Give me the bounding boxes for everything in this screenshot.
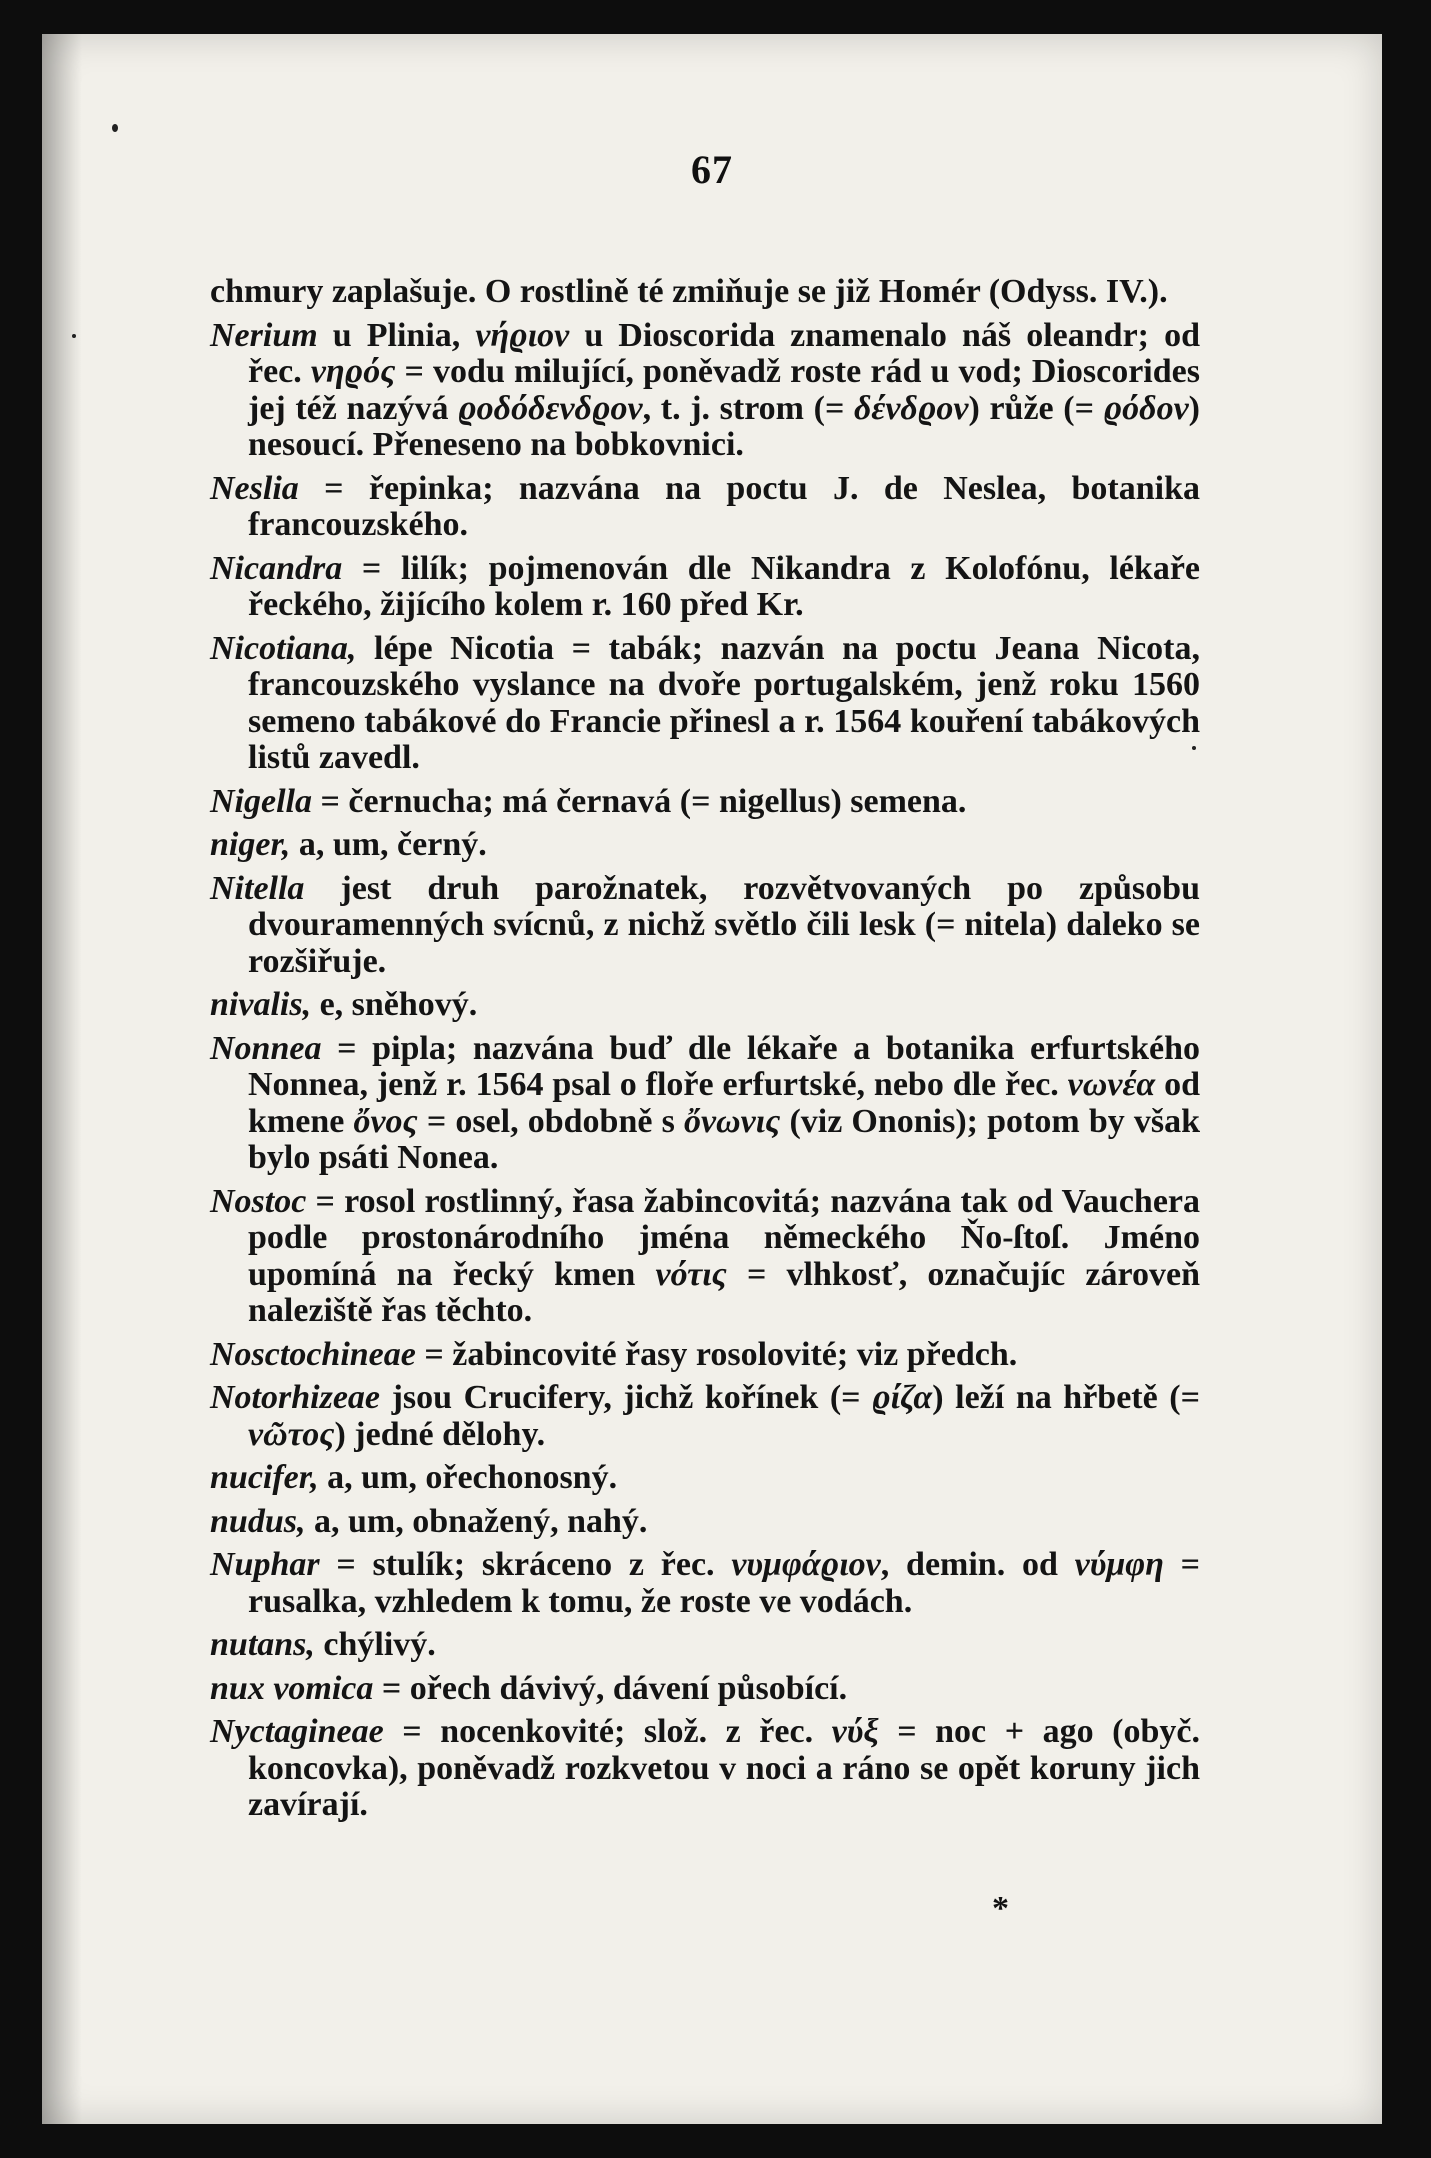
ink-speck <box>1192 746 1196 750</box>
entry-term: Nostoc <box>210 1182 307 1220</box>
greek-word: ὄνος <box>353 1102 418 1140</box>
entry-neslia: Neslia = řepinka; nazvána na poctu J. de Neslea, botanika francouzského. <box>210 469 1200 543</box>
ink-speck <box>112 124 118 132</box>
entry-term: Nicandra <box>210 549 343 587</box>
entry-term: nucifer, <box>210 1459 319 1496</box>
continued-text: chmury zaplašuje. O rostlině té zmiňuje se již Homér (Odyss. IV.). <box>210 273 1168 310</box>
entry-nucifer: nucifer, a, um, ořechonosný. <box>210 1459 618 1496</box>
entry-nonnea: Nonnea = pipla; nazvána buď dle lékaře a botanika erfurtského Nonnea, jenž r. 1564 psal o floře erfurtské, nebo dle řec. νωνέα od kmene ὄνος = osel, obdobně s ὄνωνις (viz Ononis); potom by však bylo psáti Nonea. <box>210 1029 1200 1176</box>
greek-word: νωνέα <box>1067 1066 1156 1103</box>
page-number: 67 <box>691 147 733 192</box>
entry-term: Nosctochineae <box>210 1335 416 1373</box>
entry-niger: niger, a, um, černý. <box>210 826 487 863</box>
entry-nosctochineae: Nosctochineae = žabincovité řasy rosolovité; viz předch. <box>210 1335 1018 1373</box>
entry-term: niger, <box>210 826 291 863</box>
entry-term: Nerium <box>210 316 318 354</box>
entry-nux-vomica: nux vomica = ořech dávivý, dávení působící. <box>210 1669 848 1707</box>
entry-term: Nicotiana, <box>210 629 357 667</box>
entry-term: Neslia <box>210 469 299 507</box>
entry-nyctagineae: Nyctagineae = nocenkovité; slož. z řec. νύξ = noc + ago (obyč. koncovka), poněvadž rozkvetou v noci a ráno se opět koruny jich zavírají. <box>210 1713 1200 1823</box>
greek-word: νυμφάϱιον <box>731 1546 881 1583</box>
entry-term: Nyctagineae <box>210 1713 384 1750</box>
entry-nitella: Nitella jest druh parožnatek, rozvětvovaných po způsobu dvouramenných svícnů, z nichž světlo čili lesk (= nitela) daleko se rozšiřuje. <box>210 869 1200 980</box>
entry-nicandra: Nicandra = lilík; pojmenován dle Nikandra z Kolofónu, lékaře řeckého, žijícího kolem r. 160 před Kr. <box>210 549 1200 623</box>
greek-word: νύμφη <box>1074 1546 1164 1583</box>
greek-word: ϱίζα <box>872 1379 933 1416</box>
entry-nerium: Nerium u Plinia, νήϱιον u Dioscorida znamenalo náš oleandr; od řec. νηϱός = vodu milující, poněvadž roste rád u vod; Dioscorides jej též nazývá ϱοδόδενδϱον, t. j. strom (= δένδϱον) růže (= ϱόδον) nesoucí. Přeneseno na bobkovnici. <box>210 316 1200 463</box>
page-edge-shadow <box>42 34 82 2124</box>
greek-word: νύξ <box>831 1713 879 1750</box>
entry-notorhizeae: Notorhizeae jsou Crucifery, jichž kořínek (= ϱίζα) leží na hřbetě (= νῶτος) jedné dělohy. <box>210 1379 1201 1453</box>
entry-nutans: nutans, chýlivý. <box>210 1626 436 1663</box>
entry-term: Nigella <box>210 782 312 820</box>
entry-term: Notorhizeae <box>210 1379 380 1416</box>
greek-word: δένδϱον <box>853 389 969 427</box>
entry-nicotiana: Nicotiana, lépe Nicotia = tabák; nazván na poctu Jeana Nicota, francouzského vyslance na dvoře portugalském, jenž roku 1560 semeno tabákové do Francie přinesl a r. 1564 kouření tabákových listů zavedl. <box>210 629 1200 776</box>
entry-term: Nitella <box>210 869 305 907</box>
greek-word: νῶτος <box>248 1415 335 1453</box>
entry-term: Nuphar <box>210 1546 320 1583</box>
entry-term: nudus, <box>210 1502 306 1540</box>
entry-term: Nonnea <box>210 1029 322 1067</box>
greek-word: νότις <box>655 1255 727 1293</box>
greek-word: ϱοδόδενδϱον <box>458 389 643 427</box>
entry-nivalis: nivalis, e, sněhový. <box>210 986 478 1023</box>
entry-term: nutans, <box>210 1626 315 1663</box>
entry-nuphar: Nuphar = stulík; skráceno z řec. νυμφάϱιον, demin. od νύμφη = rusalka, vzhledem k tomu, že roste ve vodách. <box>210 1546 1200 1620</box>
greek-word: νηϱός <box>310 353 396 390</box>
entry-nigella: Nigella = černucha; má černavá (= nigellus) semena. <box>210 782 967 820</box>
greek-word: ϱόδον <box>1103 389 1189 427</box>
asterisk-mark: * <box>992 1890 1009 1927</box>
entry-nostoc: Nostoc = rosol rostlinný, řasa žabincovitá; nazvána tak od Vauchera podle prostonárodního jména německého Ňo-ſtoſ. Jméno upomíná na řecký kmen νότις = vlhkosť, označujíc zároveň naleziště řas těchto. <box>210 1182 1200 1329</box>
book-page <box>42 34 1382 2124</box>
entry-term: nivalis, <box>210 986 312 1023</box>
entry-nudus: nudus, a, um, obnažený, nahý. <box>210 1502 648 1540</box>
entry-term: nux vomica <box>210 1669 374 1707</box>
greek-word: ὄνωνις <box>683 1102 781 1140</box>
dictionary-text <box>210 274 1200 1831</box>
greek-word: νήϱιον <box>475 316 570 354</box>
